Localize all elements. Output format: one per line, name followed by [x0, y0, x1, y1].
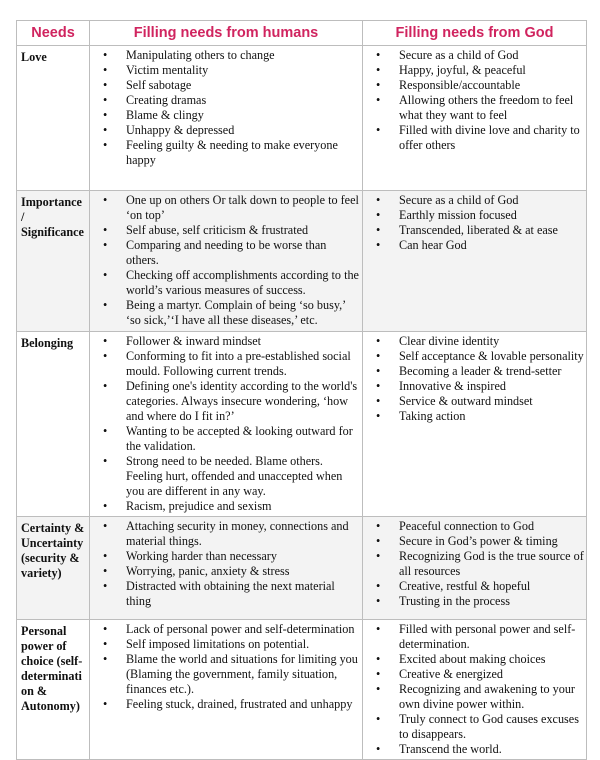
humans-list — [90, 193, 360, 328]
list-item: • Recognizing God is the true source of all resources — [363, 549, 584, 579]
need-label: Belonging — [17, 332, 90, 517]
list-item: • Worrying, panic, anxiety & stress — [90, 564, 360, 579]
list-item: • Conforming to fit into a pre-established social mould. Following current trends. — [90, 349, 360, 379]
list-item: • Truly connect to God causes excuses to disappears. — [363, 712, 584, 742]
god-list — [363, 193, 584, 253]
god-list — [363, 48, 584, 153]
list-item: • Victim mentality — [90, 63, 360, 78]
list-item: • Filled with personal power and self-determination. — [363, 622, 584, 652]
god-cell — [363, 191, 587, 332]
humans-cell — [90, 517, 363, 620]
list-item: • Earthly mission focused — [363, 208, 584, 223]
needs-table — [16, 20, 587, 760]
god-list — [363, 334, 584, 424]
god-cell — [363, 46, 587, 191]
list-item: • Feeling stuck, drained, frustrated and unhappy — [90, 697, 360, 712]
list-item: • Service & outward mindset — [363, 394, 584, 409]
list-item: • Allowing others the freedom to feel what they want to feel — [363, 93, 584, 123]
list-item: • Transcended, liberated & at ease — [363, 223, 584, 238]
list-item: • Excited about making choices — [363, 652, 584, 667]
humans-cell — [90, 191, 363, 332]
god-list — [363, 519, 584, 609]
list-item: • Lack of personal power and self-determination — [90, 622, 360, 637]
need-label: Love — [17, 46, 90, 191]
list-item: • Checking off accomplishments according to the world’s various measures of success. — [90, 268, 360, 298]
list-item: • Working harder than necessary — [90, 549, 360, 564]
god-list — [363, 622, 584, 757]
list-item: • Comparing and needing to be worse than others. — [90, 238, 360, 268]
list-item: • Self abuse, self criticism & frustrated — [90, 223, 360, 238]
humans-list — [90, 519, 360, 609]
list-item: • Unhappy & depressed — [90, 123, 360, 138]
list-item: • Follower & inward mindset — [90, 334, 360, 349]
list-item: • Creative, restful & hopeful — [363, 579, 584, 594]
need-label: Certainty & Uncertainty (security & variety) — [17, 517, 90, 620]
list-item: • Distracted with obtaining the next material thing — [90, 579, 360, 609]
humans-list — [90, 622, 360, 712]
list-item: • Innovative & inspired — [363, 379, 584, 394]
list-item: • Manipulating others to change — [90, 48, 360, 63]
list-item: • Blame & clingy — [90, 108, 360, 123]
list-item: • Feeling guilty & needing to make everyone happy — [90, 138, 360, 168]
list-item: • Blame the world and situations for limiting you (Blaming the government, family situation, finances etc.). — [90, 652, 360, 697]
god-cell — [363, 517, 587, 620]
need-label: Importance / Significance — [17, 191, 90, 332]
row-importance — [17, 191, 587, 332]
list-item: • Secure in God’s power & timing — [363, 534, 584, 549]
list-item: • Defining one's identity according to the world's categories. Always insecure wondering, ‘how and where do I fit in?’ — [90, 379, 360, 424]
humans-list — [90, 334, 360, 514]
row-belonging — [17, 332, 587, 517]
need-label: Personal power of choice (self-determinati on & Autonomy) — [17, 620, 90, 760]
god-cell — [363, 620, 587, 760]
list-item: • Creative & energized — [363, 667, 584, 682]
row-love — [17, 46, 587, 191]
list-item: • Filled with divine love and charity to offer others — [363, 123, 584, 153]
list-item: • Responsible/accountable — [363, 78, 584, 93]
humans-cell — [90, 46, 363, 191]
list-item: • Clear divine identity — [363, 334, 584, 349]
list-item: • Recognizing and awakening to your own divine power within. — [363, 682, 584, 712]
header-row — [17, 21, 587, 46]
humans-cell — [90, 620, 363, 760]
humans-cell — [90, 332, 363, 517]
list-item: • Self sabotage — [90, 78, 360, 93]
list-item: • Being a martyr. Complain of being ‘so busy,’ ‘so sick,’‘I have all these diseases,’ etc. — [90, 298, 360, 328]
list-item: • One up on others Or talk down to people to feel ‘on top’ — [90, 193, 360, 223]
list-item: • Attaching security in money, connections and material things. — [90, 519, 360, 549]
list-item: • Self imposed limitations on potential. — [90, 637, 360, 652]
list-item: • Transcend the world. — [363, 742, 584, 757]
list-item: • Secure as a child of God — [363, 193, 584, 208]
row-certainty — [17, 517, 587, 620]
header-humans: Filling needs from humans — [90, 21, 363, 46]
god-cell — [363, 332, 587, 517]
header-needs: Needs — [17, 21, 90, 46]
list-item: • Trusting in the process — [363, 594, 584, 609]
list-item: • Strong need to be needed. Blame others. Feeling hurt, offended and unaccepted when you are different in any way. — [90, 454, 360, 499]
list-item: • Self acceptance & lovable personality — [363, 349, 584, 364]
list-item: • Taking action — [363, 409, 584, 424]
humans-list — [90, 48, 360, 168]
list-item: • Creating dramas — [90, 93, 360, 108]
header-god: Filling needs from God — [363, 21, 587, 46]
list-item: • Happy, joyful, & peaceful — [363, 63, 584, 78]
list-item: • Racism, prejudice and sexism — [90, 499, 360, 514]
list-item: • Secure as a child of God — [363, 48, 584, 63]
list-item: • Can hear God — [363, 238, 584, 253]
list-item: • Wanting to be accepted & looking outward for the validation. — [90, 424, 360, 454]
list-item: • Becoming a leader & trend-setter — [363, 364, 584, 379]
list-item: • Peaceful connection to God — [363, 519, 584, 534]
row-personal-power — [17, 620, 587, 760]
